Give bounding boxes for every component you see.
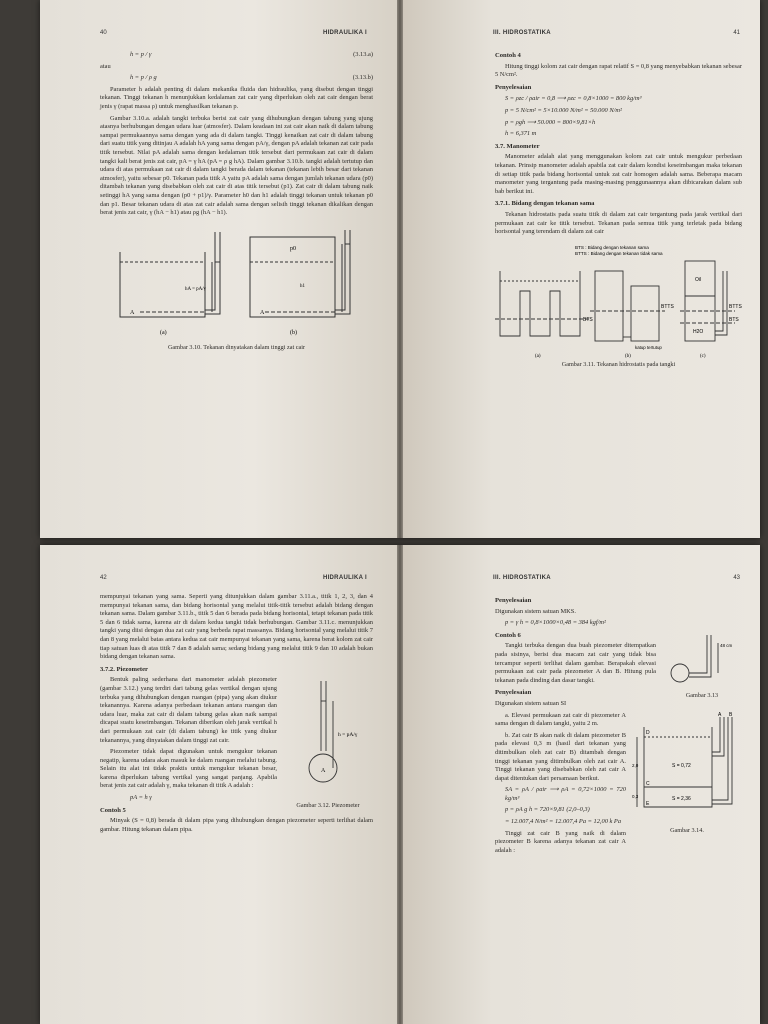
page-body	[495, 48, 742, 373]
label-0-3: 0,3	[632, 793, 639, 799]
label-oil: Oil	[695, 276, 702, 283]
equation: pA = h γ	[130, 794, 152, 802]
page-number: 40	[100, 30, 107, 36]
label-c: C	[646, 780, 650, 787]
page-number: 41	[733, 30, 740, 36]
equation: = 12.007,4 N/m² = 12.007,4 Pa = 12,00 k Pa	[505, 818, 622, 826]
label-48cm: 48 cm	[720, 642, 733, 648]
paragraph: Tekanan hidrostatis pada suatu titik di dalam zat cair tergantung pada jarak vertikal dari permukaan zat cair ke titik tersebut. Tekanan pada semua titik yang terletak pada bidang horisontal yang terendam di dalam zat cair	[495, 210, 742, 236]
solution-heading: Penyelesaian	[495, 689, 532, 697]
page-42	[40, 545, 397, 1024]
figure-caption: Gambar 3.12. Piezometer	[296, 801, 360, 809]
example-question: Minyak (S = 0,8) berada di dalam pipa yang dihubungkan dengan piezometer seperti terlihat dalam gambar. Hitung tekanan dalam pipa.	[100, 817, 373, 833]
page-number: 43	[733, 575, 740, 581]
example-heading: Contoh 5	[100, 806, 126, 814]
subsection-heading: 3.7.2. Piezometer	[100, 665, 148, 673]
label-btts-b: BTTS	[661, 303, 674, 310]
subfig-a: (a)	[535, 353, 541, 359]
example-question: Hitung tinggi kolom zat cair dengan rapat relatif S = 0,8 yang menyebabkan tekanan sebesar 5 N/cm².	[495, 62, 742, 79]
piezometer-diagram	[283, 676, 373, 796]
paragraph: Gambar 3.10.a. adalah tangki terbuka berisi zat cair yang dihubungkan dengan tabung yang ujung atasnya berhubungan dengan udara luar (atmosfer). Dalam keadaan ini zat cair akan naik di dalam tabung sampai permukaannya sama dengan yang ada di dalam tangki. Tinggi kenaikan zat cair di dalam tabung dari suatu titik yang ditinjau A adalah hA yang sama dengan pA/γ, dengan pA adalah tekanan zat cair pada titik tersebut. Nilai pA adalah sama dengan kedalaman titik tersebut dari permukaan zat cair di dalam tangki kali berat jenis zat cair, pA = γ hA (pA = ρ g hA). Dalam gambar 3.10.b. tangki adalah tertutup dan udara di atas permukaan zat cair di dalam tangki berada dalam tekanan (tekanan lebih besar dari tekanan atmosfer), yaitu sebesar p0. Tekanan pada titik A yaitu pA adalah sama dengan jumlah tekanan udara (p0) ditambah tekanan yang disebabkan oleh zat cair di atas titik tersebut (p1). Zat cair di dalam tabung naik setinggi hA yang sama dengan (p0 + p1)/γ. Parameter h0 dan h1 adalah tinggi tekanan untuk tekanan p0 dan p1. Besar tekanan udara di atas zat cair adalah sama dengan selisih tinggi tekanan dikalikan dengan berat jenis zat cair, γ (hA − h1) atau ρg (hA − h1).	[100, 114, 373, 217]
label-ha: hA = pA/γ	[185, 286, 206, 292]
page-body	[100, 593, 373, 837]
running-title: III. HIDROSTATIKA	[493, 30, 551, 36]
equation-3-13b: h = p / ρ g (3.13.b)	[130, 74, 373, 82]
figure-3-14	[632, 712, 742, 840]
label-2-0: 2,0	[632, 762, 639, 768]
label-piezo-a: A	[718, 711, 722, 718]
units-note: Digunakan sistem satuan MKS.	[495, 607, 576, 615]
legend-btts: BTTS : Bidang dengan tekanan tidak sama	[575, 250, 663, 256]
figure-caption: Gambar 3.11. Tekanan hidrostatis pada tangki	[561, 360, 676, 368]
label-bts-a: BTS	[583, 316, 593, 323]
equation: p = γ h = 0,8×1000×0,48 = 384 kgf/m²	[505, 619, 606, 627]
subsection-heading: 3.7.1. Bidang dengan tekanan sama	[495, 200, 595, 208]
running-title: HIDRAULIKA I	[322, 30, 367, 36]
page-body	[495, 593, 742, 858]
label-s072: S = 0,72	[672, 762, 691, 769]
equation: S = ρzc / ρair = 0,8 ⟶ ρzc = 0,8×1000 = 800 kg/m³	[505, 95, 642, 103]
label-p0: p0	[290, 245, 296, 252]
solution-heading: Penyelesaian	[495, 83, 532, 91]
example-question: Tangki terbuka dengan dua buah piezometer ditempatkan pada sisinya, berisi dua macam zat cair yang tidak bisa tercampur seperti terlihat dalam gambar. Berapakah elevasi permukaan zat cair pada piezometer A dan B. Hitung pula tekanan pada dinding dan dasar tangki.	[495, 642, 656, 684]
running-title: HIDRAULIKA I	[322, 575, 367, 581]
two-liquid-tank-diagram	[632, 712, 742, 822]
subfig-b: (b)	[290, 329, 297, 336]
paragraph: mempunyai tekanan yang sama. Seperti yang ditunjukkan dalam gambar 3.11.a., titik 1, 2, 3, dan 4 mempunyai tekanan sama, dan bidang horisontal yang melalui titik-titik tersebut adalah bidang dengan tekanan sama. Dalam gambar 3.11.b., titik 5 dan 6 berada pada bidang horisontal, tetapi tekanan pada titik 5 dan 6 tidak sama, karena air di dalam kedua tangki tidak berhubungan. Gambar 3.11.c. menunjukkan tangki yang diisi dengan dua zat cair yang berbeda rapat massanya. Bidang horisontal yang melalui titik 7 dan 8 yang melalui batas antara kedua zat cair mempunyai tekanan yang sama, karena berat kolom zat cair tiap satuan luas di atas titik 7 dan 8 adalah sama; sedang bidang yang melalui titik 9 dan 10 adalah bukan bidang dengan tekanan sama.	[100, 593, 373, 661]
page-41	[403, 0, 760, 538]
label-a: A	[321, 768, 326, 775]
page-40	[40, 0, 397, 538]
page-43	[403, 545, 760, 1024]
example-heading: Contoh 4	[495, 52, 521, 59]
equation: p = ρgh ⟶ 50.000 = 800×9,81×h	[505, 118, 596, 126]
equation: SA = ρA / ρair ⟶ ρA = 0,72×1000 = 720 kg/m³	[505, 786, 626, 802]
equation: h = 6,371 m	[505, 130, 537, 138]
paragraph: Manometer adalah alat yang menggunakan kolom zat cair untuk mengukur perbedaan tekanan. Prinsip manometer adalah apabila zat cair dalam kondisi keseimbangan maka tekanan di setiap titik pada bidang horisontal untuk zat cair homogen adalah sama. Beberapa macam manometer yang tergantung pada masing-masing penggunaannya akan dibicarakan dalam sub bab berikut ini.	[495, 153, 742, 195]
units-note: Digunakan sistem satuan SI	[495, 699, 567, 707]
example-heading: Contoh 6	[495, 631, 521, 639]
subfig-c: (c)	[700, 353, 706, 359]
figure-3-10	[100, 222, 373, 353]
paragraph: Tinggi zat cair B yang naik di dalam piezometer B karena adanya tekanan zat cair A adalah :	[495, 829, 626, 854]
label-piezo-b: B	[729, 711, 733, 718]
paragraph: Piezometer tidak dapat digunakan untuk mengukur tekanan negatip, karena udara akan masuk ke dalam ruangan melalui tabung. Selain itu alat ini tidak praktis untuk mengukur tekanan besar, karena diperlukan tabung vertikal yang sangat panjang. Apabila berat jenis zat cair adalah γ, maka tekanan di titik A adalah :	[100, 748, 277, 790]
solution-heading: Penyelesaian	[495, 597, 532, 604]
piezometer-pipe-diagram	[662, 631, 742, 687]
section-heading: 3.7. Manometer	[495, 142, 540, 150]
page-number: 42	[100, 575, 107, 581]
figure-caption: Gambar 3.14.	[670, 827, 704, 835]
point-label-b: A	[260, 309, 265, 316]
manometer-diagram	[495, 241, 751, 359]
label-h2o: H2O	[693, 328, 704, 335]
label-btts-c: BTTS	[729, 303, 742, 310]
label-e: E	[646, 800, 650, 807]
paragraph: Bentuk paling sederhana dari manometer adalah piezometer (gambar 3.12.) yang terdiri dari tabung gelas vertikal dengan ujung terbuka yang dihubungkan dengan ruangan (pipa) yang akan diukur tekanannya. Karena adanya perbedaan tekanan antara ruangan dan udara luar, maka zat cair di dalam tabung gelas akan naik sampai dicapai suatu keseimbangan. Tekanan diberikan oleh jarak vertikal h dari permukaan zat cair (di dalam tabung) ke titik yang diukur tekanannya, yang dinyatakan dalam tinggi zat cair.	[100, 676, 277, 744]
subfig-b: (b)	[625, 353, 631, 359]
paragraph: Parameter h adalah penting di dalam mekanika fluida dan hidraulika, yang disebut dengan tinggi tekanan. Tinggi tekanan h menunjukkan kedalaman zat cair yang diperlukan oleh zat cair dengan berat jenis γ (rapat massa ρ) untuk menghasilkan tekanan p.	[100, 85, 373, 110]
subfig-a: (a)	[160, 329, 167, 336]
top-spread	[40, 0, 760, 538]
tank-diagram	[100, 222, 373, 342]
label-bts-c: BTS	[729, 316, 739, 323]
equation: p = ρA g h = 720×9,81 (2,0–0,3)	[505, 806, 590, 814]
label-h1: h1	[300, 283, 305, 289]
solution-item-b: b. Zat cair B akan naik di dalam piezometer B pada elevasi 0,3 m (hasil dari tekanan yang ditimbulkan oleh zat cair B) ditambah dengan tinggi tekanan yang ditimbulkan oleh zat cair A. Tinggi tekanan yang disebabkan oleh zat cair A dapat ditentukan dari persamaan berikut.	[495, 731, 626, 782]
legend-bts: BTS : Bidang dengan tekanan sama	[575, 244, 649, 250]
label-s236: S = 2,36	[672, 795, 691, 802]
bottom-spread	[40, 545, 760, 1024]
figure-caption: Gambar 3.13	[685, 692, 719, 700]
label-h: h = pA/γ	[338, 732, 358, 739]
figure-3-13	[662, 631, 742, 705]
label-katup: katup tertutup	[635, 344, 662, 350]
solution-item-a: a. Elevasi permukaan zat cair di piezometer A sama dengan di dalam tangki, yaitu 2 m.	[495, 711, 626, 728]
label-d: D	[646, 729, 650, 736]
text-atau: atau	[100, 62, 111, 70]
equation: p = 5 N/cm² = 5×10.000 N/m² = 50.000 N/m²	[505, 106, 622, 114]
running-title: III. HIDROSTATIKA	[493, 575, 551, 581]
point-label-a: A	[130, 309, 135, 316]
figure-3-12	[283, 676, 373, 814]
figure-3-11	[495, 241, 742, 370]
page-body	[100, 48, 373, 356]
equation-3-13a: h = p / γ (3.13.a)	[130, 51, 373, 58]
figure-caption: Gambar 3.10. Tekanan dinyatakan dalam tinggi zat cair	[167, 343, 306, 351]
